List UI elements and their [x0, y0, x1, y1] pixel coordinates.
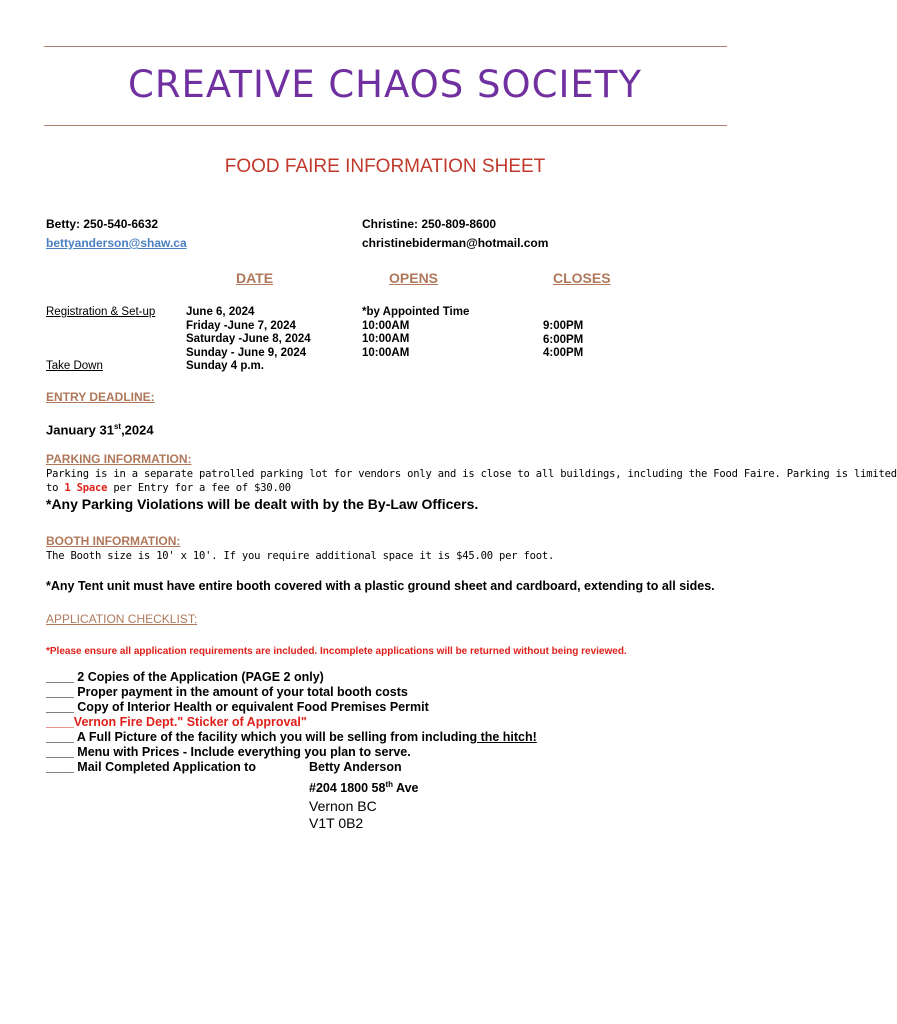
- opens-row: 10:00AM: [362, 319, 410, 332]
- checklist-heading: APPLICATION CHECKLIST:: [46, 612, 198, 626]
- checklist-item: ____ 2 Copies of the Application (PAGE 2 only): [46, 670, 324, 684]
- schedule-dates: [186, 306, 311, 374]
- checklist-item-fire-dept: ____Vernon Fire Dept." Sticker of Approval": [46, 715, 307, 729]
- address-name: Betty Anderson: [309, 760, 402, 774]
- schedule-opens: [362, 306, 469, 360]
- sheet-title: FOOD FAIRE INFORMATION SHEET: [224, 156, 546, 177]
- opens-row: *by Appointed Time: [362, 306, 470, 318]
- checklist-item: ____ Copy of Interior Health or equivalent Food Premises Permit: [46, 700, 429, 714]
- betty-contact: [46, 215, 187, 253]
- opens-row: 10:00AM: [362, 346, 410, 359]
- betty-phone: Betty: 250-540-6632: [46, 217, 159, 231]
- registration-label: Registration & Set-up: [46, 306, 156, 318]
- closes-header: CLOSES: [553, 270, 611, 286]
- christine-phone: Christine: 250-809-8600: [362, 217, 497, 231]
- parking-text: [46, 467, 897, 495]
- checklist-item: ____ Menu with Prices - Include everything you plan to serve.: [46, 745, 411, 759]
- checklist-items: [46, 670, 537, 775]
- christine-contact: [362, 215, 548, 253]
- address-street: [309, 777, 419, 796]
- checklist-warning: *Please ensure all application requirements are included. Incomplete applications will be returned without being reviewed.: [46, 646, 627, 657]
- mailing-address: [309, 760, 419, 832]
- address-postal: V1T 0B2: [309, 815, 364, 832]
- checklist-item-picture: [46, 730, 537, 745]
- closes-row: 6:00PM: [543, 333, 584, 346]
- entry-deadline-date: [46, 422, 154, 437]
- date-row: Sunday 4 p.m.: [186, 360, 264, 372]
- address-street-sup: th: [385, 780, 394, 789]
- closes-row: 4:00PM: [543, 347, 584, 359]
- org-title: CREATIVE CHAOS SOCIETY: [128, 63, 642, 106]
- entry-date-text: January 31: [46, 422, 114, 438]
- takedown-label: Take Down: [46, 360, 103, 372]
- opens-header: OPENS: [389, 270, 439, 286]
- date-row: Saturday -June 8, 2024: [186, 333, 311, 345]
- closes-row: 9:00PM: [543, 320, 584, 332]
- parking-line-2: [46, 481, 736, 495]
- parking-violations: *Any Parking Violations will be dealt with by the By-Law Officers.: [46, 496, 479, 512]
- christine-email: christinebiderman@hotmail.com: [362, 236, 549, 250]
- address-street-post: Ave: [393, 781, 419, 796]
- date-row: Sunday - June 9, 2024: [186, 346, 307, 359]
- checklist-item-picture-text: ____ A Full Picture of the facility which you will be selling from including: [46, 730, 478, 744]
- date-row: Friday -June 7, 2024: [186, 319, 296, 332]
- parking-limit: 1 Space: [64, 482, 108, 494]
- parking-line-2-post: per Entry for a fee of $30.00: [107, 482, 291, 494]
- parking-line-1: Parking is in a separate patrolled parking lot for vendors only and is close to all buildings, including the Food Faire. Parking is limited: [46, 468, 897, 480]
- opens-row: 10:00AM: [362, 333, 410, 345]
- checklist-item: ____ Mail Completed Application to: [46, 760, 256, 774]
- parking-line-2-pre: to: [46, 482, 65, 494]
- title-rule: [44, 125, 727, 126]
- entry-date-suffix: st: [113, 422, 122, 431]
- checklist-item: ____ Proper payment in the amount of your total booth costs: [46, 685, 408, 699]
- entry-date-year: ,2024: [121, 422, 154, 438]
- address-city: Vernon BC: [309, 798, 377, 815]
- entry-deadline-heading: ENTRY DEADLINE:: [46, 390, 155, 404]
- top-rule: [44, 46, 727, 47]
- booth-text: The Booth size is 10' x 10'. If you require additional space it is $45.00 per foot.: [46, 550, 555, 562]
- date-header: DATE: [236, 270, 274, 286]
- date-row: June 6, 2024: [186, 306, 255, 318]
- booth-heading: BOOTH INFORMATION:: [46, 534, 181, 548]
- address-street-pre: #204 1800 58: [309, 781, 386, 796]
- tent-note: *Any Tent unit must have entire booth covered with a plastic ground sheet and cardboard, extending to all sides.: [46, 579, 715, 593]
- parking-heading: PARKING INFORMATION:: [46, 452, 192, 466]
- schedule-closes: [543, 320, 583, 361]
- betty-email-link[interactable]: bettyanderson@shaw.ca: [46, 236, 187, 250]
- hitch-text: the hitch!: [477, 730, 537, 744]
